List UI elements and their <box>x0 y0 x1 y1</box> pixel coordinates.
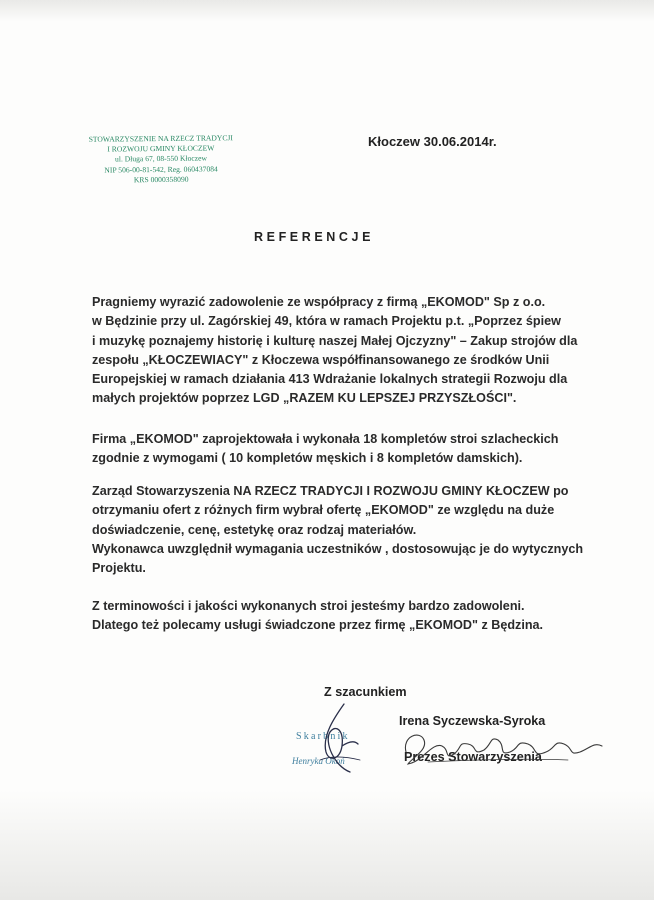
signatory-role: Prezes Stowarzyszenia <box>404 750 542 764</box>
text-line: Dlatego też polecamy usługi świadczone przez firmę „EKOMOD" z Będzina. <box>92 618 544 633</box>
paragraph-intro <box>92 293 577 409</box>
letter-title: REFERENCJE <box>254 230 375 244</box>
text-line: i muzykę poznajemy historię i kulturę naszej Małej Ojczyzny" – Zakup strojów dla <box>92 333 578 348</box>
paragraph-recommendation <box>92 597 543 636</box>
text-line: zgodnie z wymogami ( 10 kompletów męskich i 8 kompletów damskich). <box>92 451 523 466</box>
stamp-line: ul. Długa 67, 08-550 Kłoczew <box>114 153 208 164</box>
paragraph-delivery <box>92 430 559 469</box>
text-line: otrzymaniu ofert z różnych firm wybrał ofertę „EKOMOD" ze względu na duże <box>92 503 555 518</box>
text-line: Firma „EKOMOD" zaprojektowała i wykonała 18 kompletów stroi szlacheckich <box>92 432 559 446</box>
text-line: Europejskiej w ramach działania 413 Wdrażanie lokalnych strategii Rozwoju dla <box>92 372 568 387</box>
text-line: doświadczenie, cenę, estetykę oraz rodzaj materiałów. <box>92 522 417 537</box>
text-line: Z terminowości i jakości wykonanych stroi jesteśmy bardzo zadowoleni. <box>92 599 525 613</box>
president-signature <box>398 722 608 772</box>
text-line: małych projektów poprzez LGD „RAZEM KU LEPSZEJ PRZYSZŁOŚCI". <box>92 391 517 406</box>
text-line: Projektu. <box>92 561 146 576</box>
stamp-line: KRS 0000358090 <box>133 174 189 185</box>
stamp-line: I ROZWOJU GMINY KŁOCZEW <box>107 143 215 154</box>
text-line: zespołu „KŁOCZEWIACY" z Kłoczewa współfinansowanego ze środków Unii <box>92 352 550 367</box>
paragraph-selection <box>92 482 583 578</box>
text-line: Pragniemy wyrazić zadowolenie ze współpracy z firmą „EKOMOD" Sp z o.o. <box>92 295 546 309</box>
scan-shadow-bottom <box>0 790 654 900</box>
text-line: Wykonawca uwzględnił wymagania uczestników , dostosowując je do wytycznych <box>92 541 584 556</box>
text-line: Zarząd Stowarzyszenia NA RZECZ TRADYCJI I ROZWOJU GMINY KŁOCZEW po <box>92 484 569 498</box>
closing-phrase: Z szacunkiem <box>324 685 407 699</box>
stamp-line: NIP 506-00-81-542, Reg. 060437084 <box>104 164 218 175</box>
text-line: w Będzinie przy ul. Zagórskiej 49, która w ramach Projektu p.t. „Poprzez śpiew <box>92 314 561 329</box>
scan-shadow-top <box>0 0 654 22</box>
treasurer-stamp-name: Henryka Okoń <box>292 756 345 766</box>
treasurer-signature <box>300 700 380 780</box>
signatory-name: Irena Syczewska-Syroka <box>399 714 546 728</box>
treasurer-stamp-title: Skarbnik <box>296 731 350 742</box>
association-stamp <box>86 133 237 186</box>
stamp-line: STOWARZYSZENIE NA RZECZ TRADYCJI <box>88 133 233 144</box>
letter-date: Kłoczew 30.06.2014r. <box>368 134 497 149</box>
